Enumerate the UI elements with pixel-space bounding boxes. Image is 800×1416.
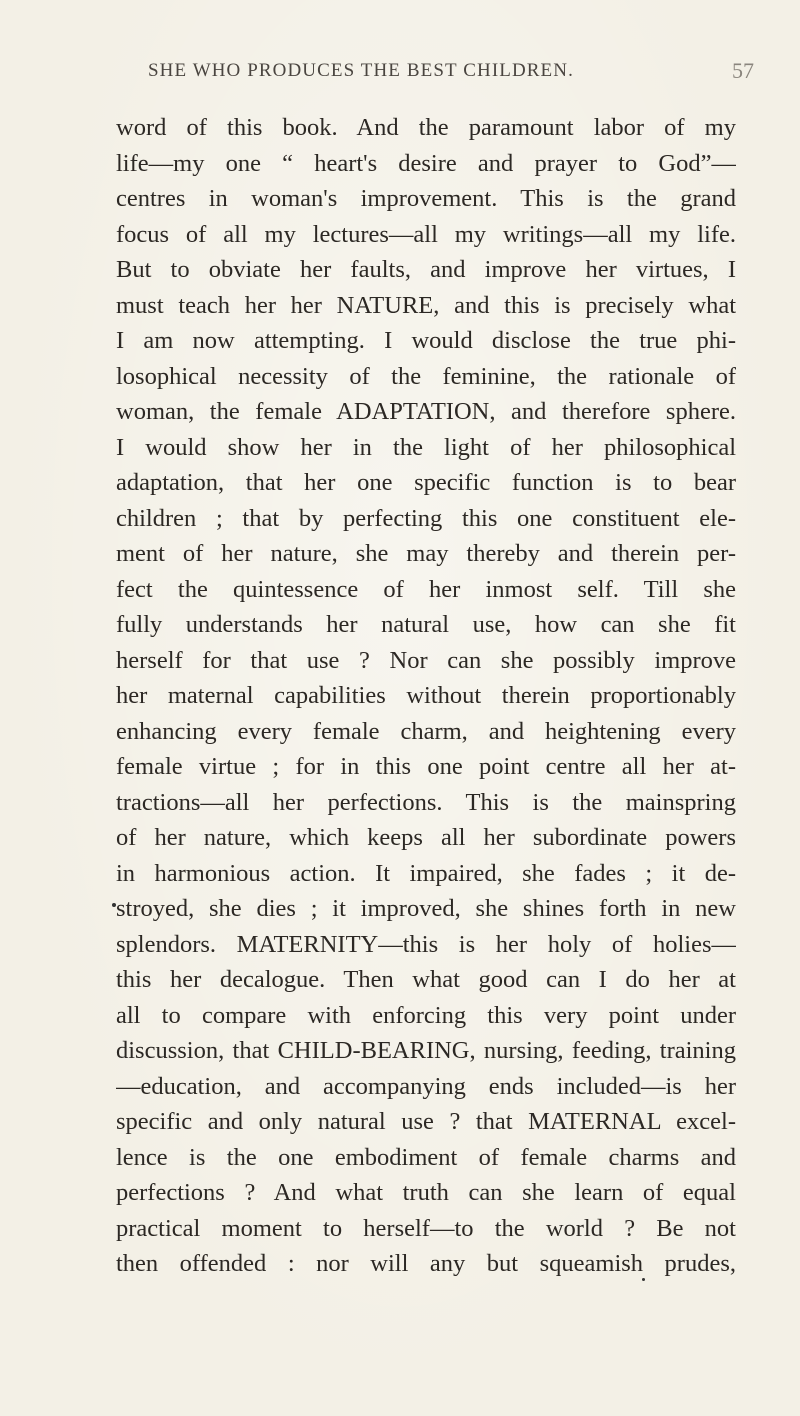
- running-head: SHE WHO PRODUCES THE BEST CHILDREN.: [148, 60, 574, 81]
- text-line: discussion, that CHILD-BEARING, nursing, feeding, training: [116, 1037, 736, 1064]
- text-line: perfections ? And what truth can she learn of equal: [116, 1179, 736, 1206]
- text-line: I would show her in the light of her philosophical: [116, 433, 736, 461]
- ink-speck: [112, 903, 116, 907]
- page-number: 57: [732, 58, 754, 83]
- text-line: this her decalogue. Then what good can I do her at: [116, 966, 736, 993]
- text-line: adaptation, that her one specific function is to bear: [116, 469, 736, 496]
- text-line: fully understands her natural use, how can she fit: [116, 611, 736, 638]
- text-line: centres in woman's improvement. This is the grand: [116, 185, 736, 212]
- text-line: splendors. MATERNITY—this is her holy of holies—: [116, 930, 736, 958]
- text-line: practical moment to herself—to the world ? Be not: [116, 1214, 736, 1242]
- text-line: must teach her her NATURE, and this is precisely what: [116, 291, 736, 319]
- text-line: But to obviate her faults, and improve her virtues, I: [116, 256, 736, 283]
- ink-speck: [642, 1278, 645, 1281]
- text-line: lence is the one embodiment of female charms and: [116, 1143, 736, 1171]
- text-line: word of this book. And the paramount labor of my: [116, 114, 736, 141]
- text-line: focus of all my lectures—all my writings—all my life.: [116, 220, 736, 248]
- text-line: stroyed, she dies ; it improved, she shines forth in new: [116, 895, 736, 922]
- text-line: all to compare with enforcing this very point under: [116, 1001, 736, 1029]
- body-text: [116, 110, 736, 1282]
- text-line: fect the quintessence of her inmost self. Till she: [116, 575, 736, 603]
- text-line: then offended : nor will any but squeamish prudes,: [116, 1250, 736, 1277]
- text-line: tractions—all her perfections. This is the mainspring: [116, 788, 736, 816]
- text-line: children ; that by perfecting this one constituent ele-: [116, 504, 736, 532]
- text-line: I am now attempting. I would disclose the true phi-: [116, 327, 736, 354]
- text-line: herself for that use ? Nor can she possibly improve: [116, 646, 736, 674]
- text-line: woman, the female ADAPTATION, and therefore sphere.: [116, 398, 736, 425]
- text-line: enhancing every female charm, and heightening every: [116, 717, 736, 745]
- text-line: in harmonious action. It impaired, she fades ; it de-: [116, 859, 736, 887]
- text-line: losophical necessity of the feminine, the rationale of: [116, 362, 736, 390]
- text-line: specific and only natural use ? that MATERNAL excel-: [116, 1108, 736, 1135]
- text-line: of her nature, which keeps all her subordinate powers: [116, 824, 736, 851]
- text-line: ment of her nature, she may thereby and therein per-: [116, 540, 736, 567]
- text-line: —education, and accompanying ends included—is her: [116, 1072, 736, 1100]
- text-line: female virtue ; for in this one point centre all her at-: [116, 753, 736, 780]
- text-line: life—my one “ heart's desire and prayer to God”—: [116, 149, 736, 177]
- text-line: her maternal capabilities without therein proportionably: [116, 682, 736, 709]
